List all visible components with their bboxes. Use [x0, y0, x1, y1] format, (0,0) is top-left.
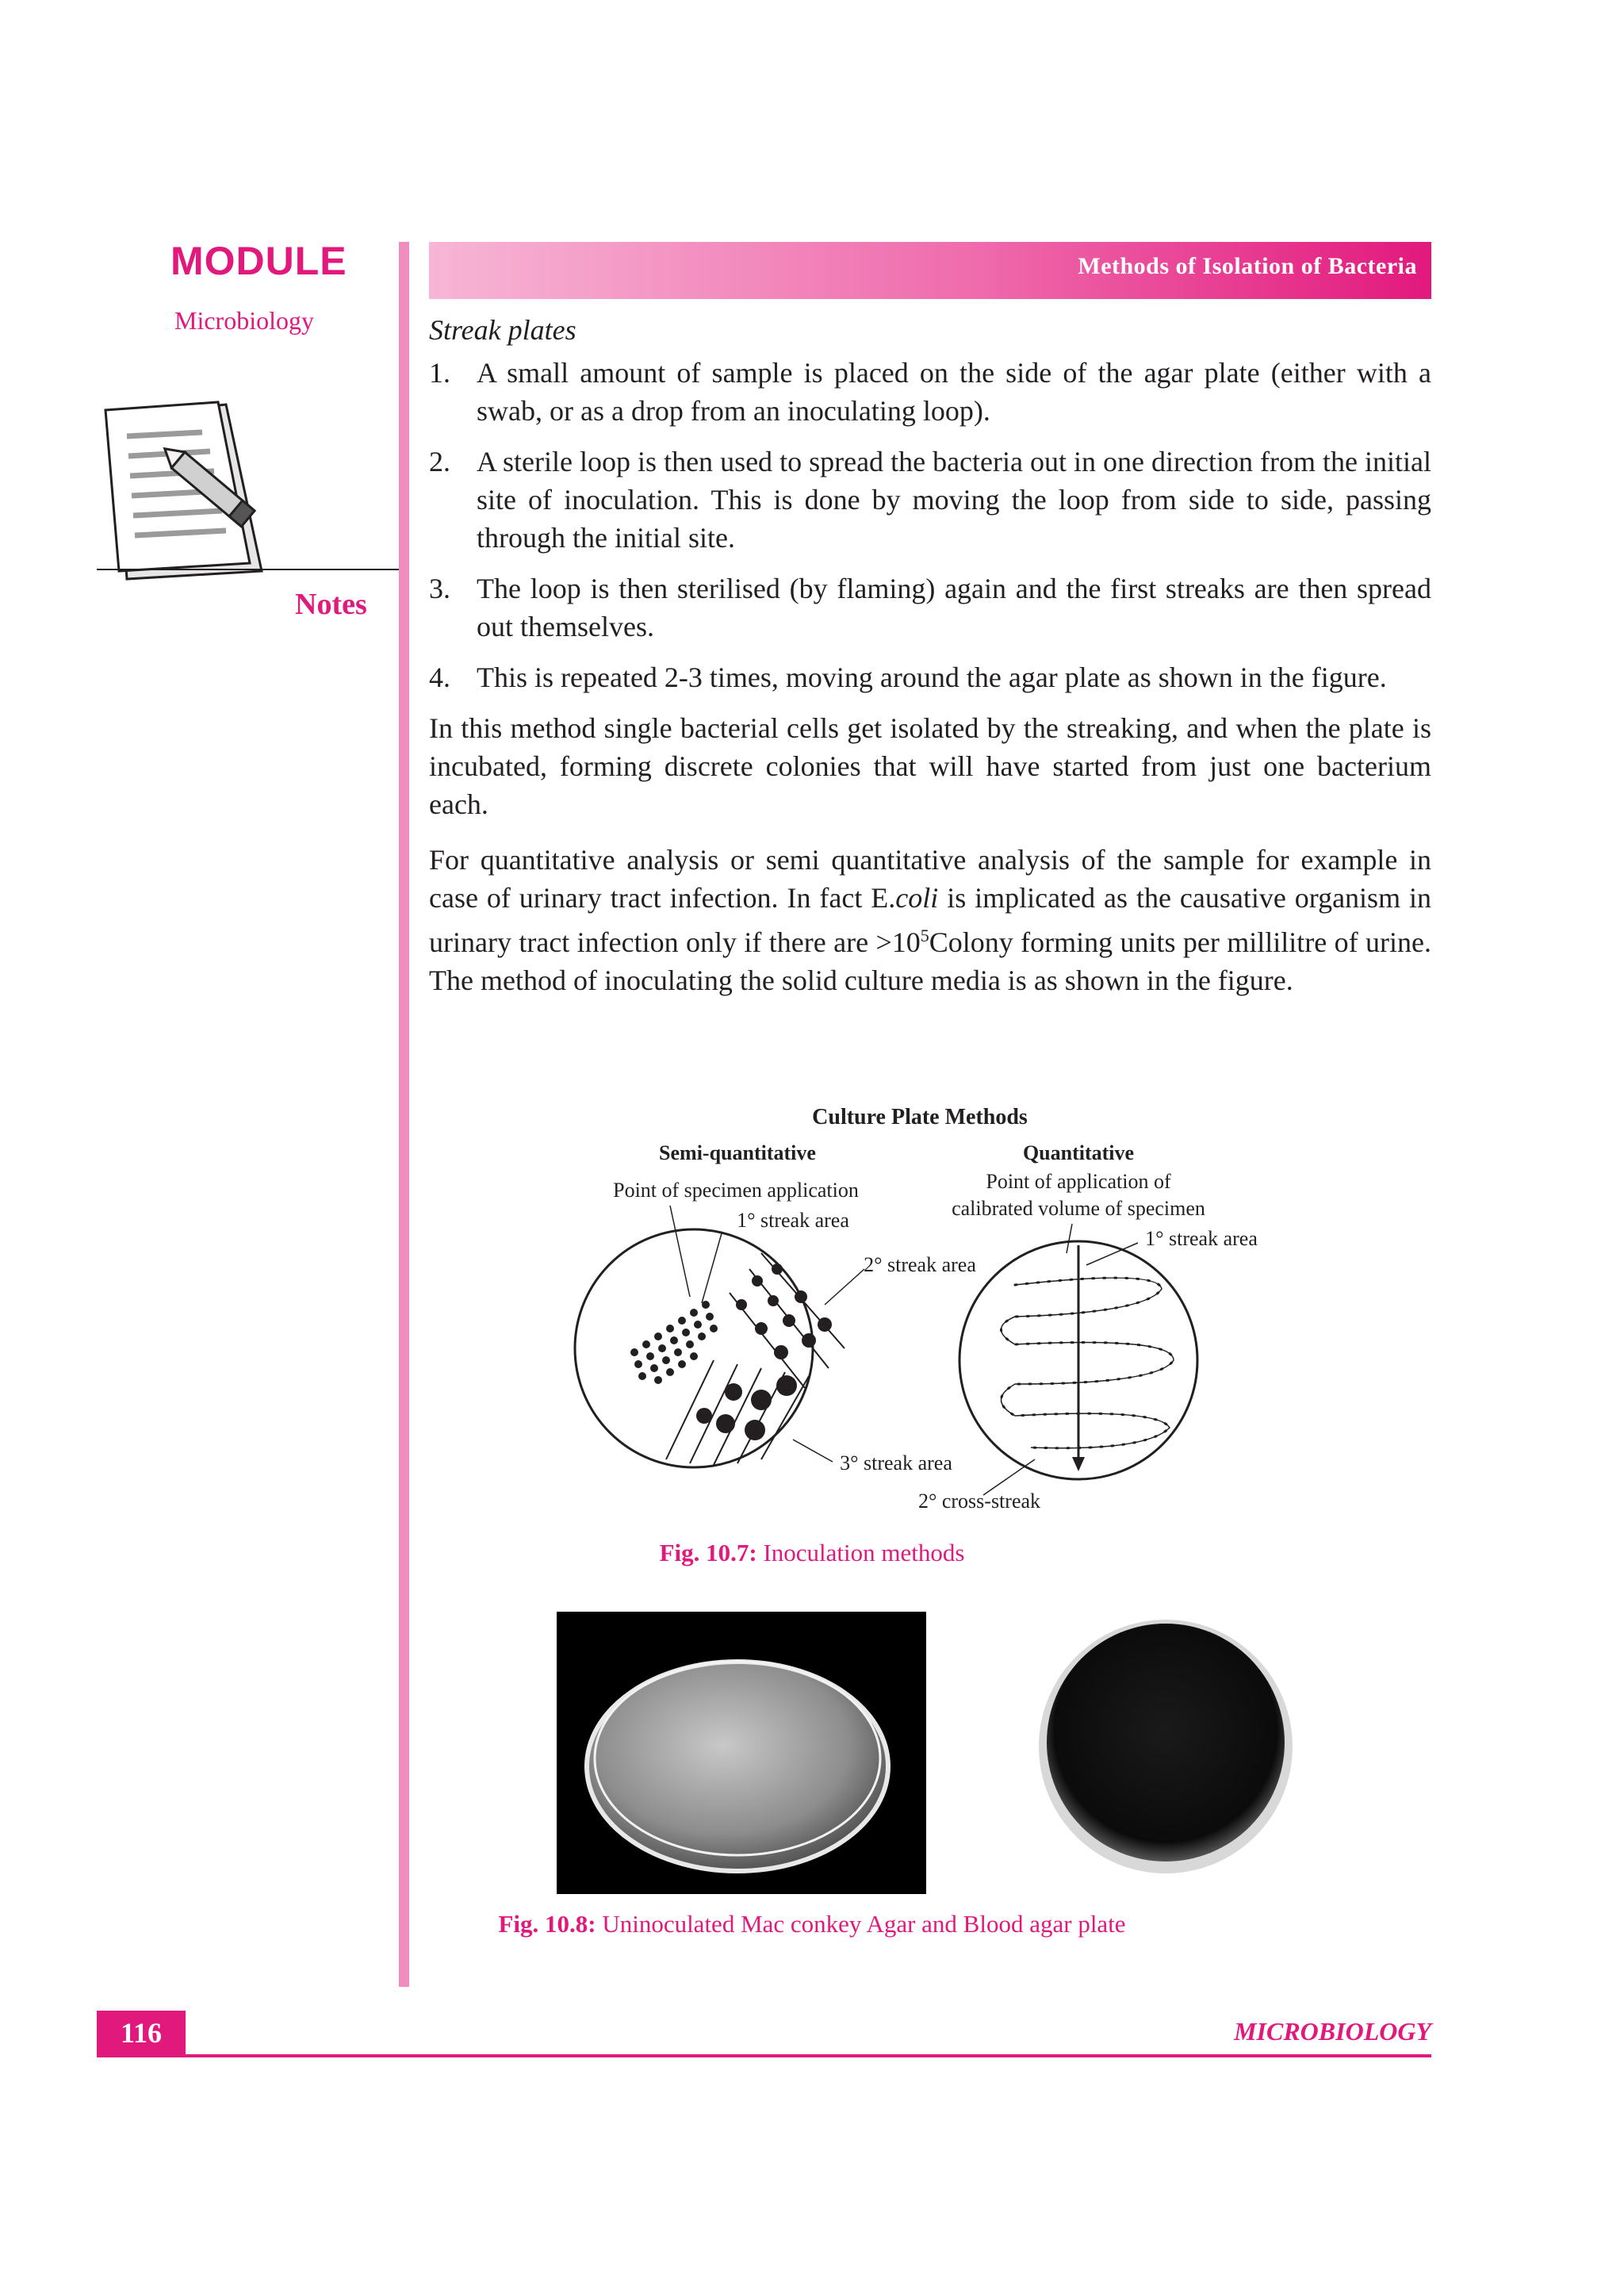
module-title: MODULE: [170, 239, 347, 283]
list-item-number: 2.: [429, 446, 450, 477]
list-item: [429, 569, 1431, 646]
figure-title: Culture Plate Methods: [812, 1105, 1028, 1129]
footer-rule: [97, 2054, 1431, 2057]
list-item-text: A sterile loop is then used to spread the bacteria out in one direction from the initial site of inoculation. This is done by moving the loop from side to side, passing through the initial site.: [477, 446, 1431, 554]
list-item: [429, 658, 1431, 696]
header-band: [429, 242, 1431, 299]
label-tertiary-streak: 3° streak area: [840, 1451, 952, 1474]
cross-streak-line: [1002, 1278, 1174, 1448]
list-item: [429, 443, 1431, 557]
label-cross-streak: 2° cross-streak: [917, 1490, 1041, 1513]
right-heading: Quantitative: [1022, 1141, 1135, 1164]
petri-dish-dark-image: [1031, 1612, 1300, 1881]
figure2-caption: [0, 1910, 1624, 1938]
paragraph-text: Colony forming units per millilitre of urine. The method of inoculating the solid culture media is as shown in the figure.: [429, 926, 1432, 996]
footer-subject: MICROBIOLOGY: [1234, 2017, 1431, 2046]
list-item-number: 4.: [429, 661, 450, 693]
paragraph-italic: coli: [895, 882, 939, 914]
caption-text: Uninoculated Mac conkey Agar and Blood agar plate: [596, 1910, 1126, 1938]
superscript: 5: [920, 926, 929, 945]
paragraph: In this method single bacterial cells get isolated by the streaking, and when the plate is incubated, forming discrete colonies that will have started from just one bacterium each.: [429, 712, 1431, 820]
mac-conkey-agar-plate-photo: [557, 1612, 926, 1894]
notepad-pencil-icon: [91, 401, 289, 583]
arrow-head: [1072, 1457, 1085, 1471]
sidebar-accent-bar: [399, 242, 409, 1987]
paragraph-text: is implicated as the causative organism in urinary tract infection only if there are >10: [429, 882, 1432, 958]
notes-divider: [97, 569, 400, 570]
label-calibrated-line2: calibrated volume of specimen: [952, 1197, 1205, 1220]
cross-streak-path: [1002, 1278, 1174, 1448]
main-content: [429, 311, 1431, 1017]
left-heading: Semi-quantitative: [659, 1141, 816, 1164]
list-item-number: 1.: [429, 357, 450, 389]
tertiary-colonies: [696, 1375, 797, 1440]
petri-dish-clear-image: [557, 1612, 926, 1894]
header-title: Methods of Isolation of Bacteria: [1078, 253, 1417, 279]
subheading: Streak plates: [429, 314, 576, 346]
caption-text: Inoculation methods: [756, 1539, 965, 1566]
caption-label: Fig. 10.7:: [659, 1539, 757, 1566]
list-item-text: A small amount of sample is placed on the side of the agar plate (either with a swab, or as a drop from an inoculating loop).: [477, 357, 1431, 427]
label-calibrated-line1: Point of application of: [986, 1170, 1171, 1193]
label-secondary-streak: 2° streak area: [864, 1253, 976, 1276]
inoculation-methods-diagram: [571, 1099, 1285, 1574]
figure1-caption: [0, 1539, 1624, 1567]
page-number: 116: [120, 2017, 162, 2049]
list-item-text: The loop is then sterilised (by flaming) again and the first streaks are then spread out themselves.: [477, 573, 1431, 642]
list-item-text: This is repeated 2-3 times, moving around the agar plate as shown in the figure.: [477, 661, 1387, 693]
label-primary-streak-left: 1° streak area: [737, 1209, 849, 1232]
list-item-number: 3.: [429, 573, 450, 604]
module-subtitle: Microbiology: [174, 306, 314, 335]
primary-streak-dots: [630, 1301, 718, 1384]
label-primary-streak-right: 1° streak area: [1145, 1227, 1258, 1250]
paragraph: [429, 841, 1431, 999]
caption-label: Fig. 10.8:: [498, 1910, 596, 1938]
label-point-specimen: Point of specimen application: [613, 1179, 859, 1202]
list-item: [429, 354, 1431, 430]
paragraph-text: For quantitative analysis or semi quantitative analysis of the sample for example in case of urinary tract infection. In fact E.: [429, 844, 1431, 914]
notes-label: Notes: [295, 588, 367, 621]
blood-agar-plate-photo: [1031, 1612, 1300, 1881]
page-number-box: [97, 2011, 186, 2056]
